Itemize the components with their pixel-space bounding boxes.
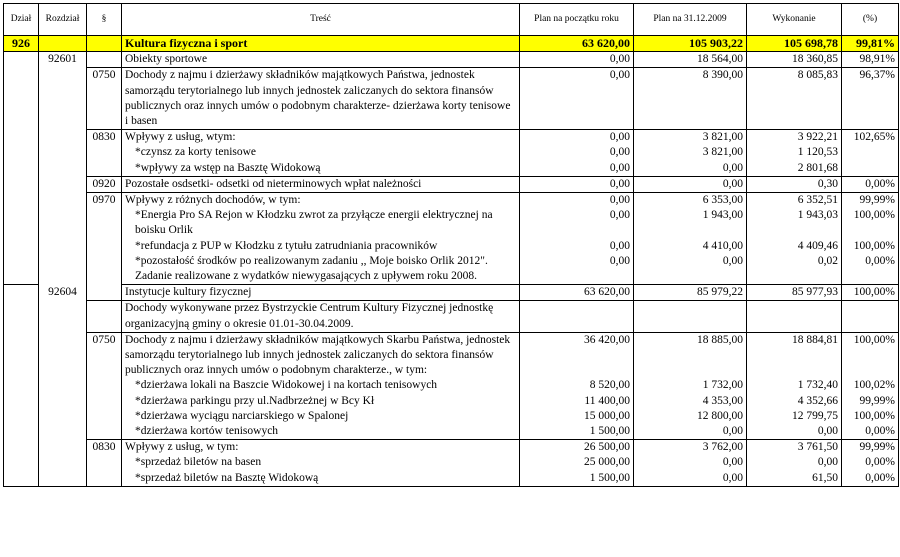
cell-rozdzial xyxy=(39,161,87,177)
detail-text: *refundacja z PUP w Kłodzku z tytułu zatrudniania pracowników xyxy=(135,239,438,252)
cell-rozdzial xyxy=(39,176,87,192)
cell-rozdzial xyxy=(39,471,87,487)
cell-tresc: Wpływy z usług, wtym: xyxy=(122,130,520,146)
cell-procent: 0,00% xyxy=(842,424,899,440)
table-row xyxy=(4,254,899,285)
cell-dzial xyxy=(4,52,39,68)
cell-rozdzial xyxy=(39,409,87,424)
cell-plan-start: 63 620,00 xyxy=(520,285,634,301)
cell-dzial xyxy=(4,193,39,209)
cell-dzial xyxy=(4,394,39,409)
cell-dzial xyxy=(4,285,39,301)
cell-rozdzial xyxy=(39,208,87,238)
header-rozdzial: Rozdział xyxy=(39,4,87,36)
cell-plan-start: 1 500,00 xyxy=(520,424,634,440)
table-row xyxy=(4,208,899,238)
cell-plan-end: 6 353,00 xyxy=(634,193,747,209)
detail-text: *Energia Pro SA Rejon w Kłodzku zwrot za przyłącze energii elektrycznej na boisku Orlik xyxy=(135,209,493,237)
cell-dzial xyxy=(4,130,39,146)
cell-procent: 0,00% xyxy=(842,471,899,487)
cell-wykonanie: 3 922,21 xyxy=(747,130,842,146)
cell-procent: 96,37% xyxy=(842,68,899,130)
table-row xyxy=(4,130,899,146)
cell-dzial: 926 xyxy=(4,36,39,52)
cell-plan-end: 8 390,00 xyxy=(634,68,747,130)
cell-plan-start: 25 000,00 xyxy=(520,455,634,470)
table-row xyxy=(4,161,899,177)
cell-procent xyxy=(842,301,899,332)
cell-tresc: Wpływy z usług, w tym: xyxy=(122,440,520,456)
cell-rozdzial xyxy=(39,130,87,146)
table-header xyxy=(4,4,899,36)
cell-paragraf: 0830 xyxy=(87,130,122,146)
cell-plan-start: 0,00 xyxy=(520,52,634,68)
cell-paragraf xyxy=(87,254,122,285)
cell-dzial xyxy=(4,208,39,238)
cell-plan-start: 0,00 xyxy=(520,130,634,146)
cell-wykonanie: 2 801,68 xyxy=(747,161,842,177)
table-row xyxy=(4,52,899,68)
cell-plan-start: 8 520,00 xyxy=(520,378,634,393)
table-body xyxy=(4,36,899,487)
cell-plan-end: 4 353,00 xyxy=(634,394,747,409)
table-row xyxy=(4,424,899,440)
cell-plan-start: 0,00 xyxy=(520,208,634,238)
cell-rozdzial xyxy=(39,378,87,393)
cell-tresc xyxy=(122,161,520,177)
detail-text: *sprzedaż biletów na basen xyxy=(135,456,262,469)
cell-plan-start: 63 620,00 xyxy=(520,36,634,52)
cell-procent: 0,00% xyxy=(842,254,899,285)
cell-plan-end: 12 800,00 xyxy=(634,409,747,424)
header-wykonanie: Wykonanie xyxy=(747,4,842,36)
cell-plan-start: 26 500,00 xyxy=(520,440,634,456)
table-row xyxy=(4,471,899,487)
cell-paragraf: 0830 xyxy=(87,440,122,456)
cell-tresc xyxy=(122,424,520,440)
cell-rozdzial xyxy=(39,239,87,254)
cell-wykonanie: 6 352,51 xyxy=(747,193,842,209)
cell-dzial xyxy=(4,301,39,332)
header-plan-start: Plan na początku roku xyxy=(520,4,634,36)
cell-rozdzial xyxy=(39,424,87,440)
cell-plan-end: 85 979,22 xyxy=(634,285,747,301)
cell-procent: 100,02% xyxy=(842,378,899,393)
detail-text: *dzierżawa parkingu przy ul.Nadbrzeżnej w Bcy Kł xyxy=(135,394,375,407)
cell-wykonanie: 61,50 xyxy=(747,471,842,487)
cell-plan-end: 0,00 xyxy=(634,176,747,192)
cell-tresc: Dochody z najmu i dzierżawy składników majątkowych Skarbu Państwa, jednostek samorządu terytorialnego lub innych jednostek zaliczanych do sektora finansów publicznych oraz innych umów o podobnym charakterze., w tym: xyxy=(122,332,520,378)
cell-wykonanie: 0,00 xyxy=(747,455,842,470)
cell-paragraf xyxy=(87,378,122,393)
header-procent: (%) xyxy=(842,4,899,36)
cell-tresc xyxy=(122,378,520,393)
cell-plan-start: 0,00 xyxy=(520,68,634,130)
cell-plan-start: 0,00 xyxy=(520,161,634,177)
table-row xyxy=(4,36,899,52)
table-row xyxy=(4,440,899,456)
cell-plan-start: 1 500,00 xyxy=(520,471,634,487)
cell-wykonanie: 12 799,75 xyxy=(747,409,842,424)
table-row xyxy=(4,145,899,160)
cell-plan-end: 4 410,00 xyxy=(634,239,747,254)
cell-wykonanie: 0,30 xyxy=(747,176,842,192)
detail-text: *dzierżawa wyciągu narciarskiego w Spalonej xyxy=(135,409,349,422)
cell-tresc xyxy=(122,239,520,254)
cell-dzial xyxy=(4,161,39,177)
detail-text: *wpływy za wstęp na Basztę Widokową xyxy=(135,161,321,174)
cell-paragraf xyxy=(87,208,122,238)
detail-text: *dzierżawa lokali na Baszcie Widokowej i na kortach tenisowych xyxy=(135,379,438,392)
cell-wykonanie: 4 352,66 xyxy=(747,394,842,409)
cell-paragraf: 0920 xyxy=(87,176,122,192)
table-row xyxy=(4,394,899,409)
cell-wykonanie: 85 977,93 xyxy=(747,285,842,301)
cell-plan-end: 18 885,00 xyxy=(634,332,747,378)
cell-wykonanie: 1 943,03 xyxy=(747,208,842,238)
cell-wykonanie: 18 884,81 xyxy=(747,332,842,378)
cell-dzial xyxy=(4,239,39,254)
table-row xyxy=(4,285,899,301)
cell-tresc xyxy=(122,471,520,487)
table-row xyxy=(4,68,899,130)
cell-paragraf xyxy=(87,239,122,254)
cell-procent: 99,99% xyxy=(842,394,899,409)
cell-tresc xyxy=(122,145,520,160)
table-row xyxy=(4,378,899,393)
table-row xyxy=(4,455,899,470)
cell-wykonanie: 105 698,78 xyxy=(747,36,842,52)
cell-rozdzial xyxy=(39,254,87,285)
cell-rozdzial xyxy=(39,301,87,332)
cell-plan-start: 0,00 xyxy=(520,193,634,209)
cell-plan-end: 3 821,00 xyxy=(634,130,747,146)
cell-plan-start: 0,00 xyxy=(520,176,634,192)
cell-tresc: Pozostałe osdsetki- odsetki od nieterminowych wpłat należności xyxy=(122,176,520,192)
cell-plan-end: 105 903,22 xyxy=(634,36,747,52)
cell-wykonanie: 1 732,40 xyxy=(747,378,842,393)
cell-procent: 0,00% xyxy=(842,455,899,470)
cell-dzial xyxy=(4,145,39,160)
cell-plan-start: 0,00 xyxy=(520,254,634,285)
cell-procent: 99,99% xyxy=(842,193,899,209)
cell-procent: 0,00% xyxy=(842,176,899,192)
cell-plan-end xyxy=(634,301,747,332)
cell-plan-start: 36 420,00 xyxy=(520,332,634,378)
table-row xyxy=(4,193,899,209)
cell-paragraf xyxy=(87,409,122,424)
cell-wykonanie: 3 761,50 xyxy=(747,440,842,456)
cell-procent xyxy=(842,161,899,177)
table-row xyxy=(4,409,899,424)
cell-paragraf xyxy=(87,394,122,409)
cell-paragraf xyxy=(87,455,122,470)
cell-rozdzial: 92604 xyxy=(39,285,87,301)
header-dzial: Dział xyxy=(4,4,39,36)
cell-dzial xyxy=(4,440,39,456)
cell-paragraf: 0750 xyxy=(87,68,122,130)
cell-procent: 98,91% xyxy=(842,52,899,68)
table-row xyxy=(4,332,899,378)
cell-plan-end: 0,00 xyxy=(634,424,747,440)
cell-plan-end: 1 943,00 xyxy=(634,208,747,238)
cell-dzial xyxy=(4,455,39,470)
cell-plan-end: 0,00 xyxy=(634,161,747,177)
cell-tresc: Instytucje kultury fizycznej xyxy=(122,285,520,301)
cell-rozdzial xyxy=(39,68,87,130)
cell-wykonanie: 8 085,83 xyxy=(747,68,842,130)
cell-procent: 100,00% xyxy=(842,285,899,301)
cell-dzial xyxy=(4,424,39,440)
cell-wykonanie: 1 120,53 xyxy=(747,145,842,160)
cell-plan-end: 0,00 xyxy=(634,254,747,285)
cell-rozdzial xyxy=(39,440,87,456)
cell-wykonanie: 18 360,85 xyxy=(747,52,842,68)
cell-paragraf: 0970 xyxy=(87,193,122,209)
cell-rozdzial xyxy=(39,193,87,209)
cell-plan-start: 11 400,00 xyxy=(520,394,634,409)
cell-paragraf xyxy=(87,36,122,52)
cell-tresc: Dochody wykonywane przez Bystrzyckie Centrum Kultury Fizycznej jednostkę organizacyjną gminy o okresie 01.01-30.04.2009. xyxy=(122,301,520,332)
cell-plan-start: 0,00 xyxy=(520,145,634,160)
cell-dzial xyxy=(4,68,39,130)
cell-plan-start xyxy=(520,301,634,332)
cell-wykonanie: 0,02 xyxy=(747,254,842,285)
cell-plan-end: 0,00 xyxy=(634,471,747,487)
header-plan-end: Plan na 31.12.2009 xyxy=(634,4,747,36)
cell-procent: 100,00% xyxy=(842,208,899,238)
cell-tresc: Obiekty sportowe xyxy=(122,52,520,68)
cell-tresc: Wpływy z różnych dochodów, w tym: xyxy=(122,193,520,209)
cell-paragraf xyxy=(87,161,122,177)
header-tresc: Treść xyxy=(122,4,520,36)
header-paragraf: § xyxy=(87,4,122,36)
cell-plan-end: 1 732,00 xyxy=(634,378,747,393)
cell-rozdzial: 92601 xyxy=(39,52,87,68)
cell-dzial xyxy=(4,176,39,192)
cell-procent: 102,65% xyxy=(842,130,899,146)
cell-procent: 100,00% xyxy=(842,239,899,254)
cell-paragraf xyxy=(87,424,122,440)
cell-procent: 99,81% xyxy=(842,36,899,52)
cell-tresc xyxy=(122,208,520,238)
cell-dzial xyxy=(4,409,39,424)
cell-paragraf xyxy=(87,471,122,487)
cell-tresc: Dochody z najmu i dzierżawy składników majątkowych Państwa, jednostek samorządu terytorialnego lub innych jednostek zaliczanych do sektora finansów publicznych oraz innych umów o podobnym charakterze- dzierżawa korty tenisowe i basen xyxy=(122,68,520,130)
table-row xyxy=(4,239,899,254)
cell-wykonanie: 0,00 xyxy=(747,424,842,440)
cell-plan-end: 0,00 xyxy=(634,455,747,470)
cell-paragraf xyxy=(87,145,122,160)
cell-rozdzial xyxy=(39,394,87,409)
cell-paragraf xyxy=(87,52,122,68)
cell-plan-end: 3 821,00 xyxy=(634,145,747,160)
cell-tresc xyxy=(122,254,520,285)
cell-rozdzial xyxy=(39,36,87,52)
table-row xyxy=(4,301,899,332)
cell-dzial xyxy=(4,471,39,487)
cell-procent: 100,00% xyxy=(842,332,899,378)
cell-wykonanie: 4 409,46 xyxy=(747,239,842,254)
cell-dzial xyxy=(4,378,39,393)
cell-paragraf: 0750 xyxy=(87,332,122,378)
detail-text: *sprzedaż biletów na Basztę Widokową xyxy=(135,471,319,484)
detail-text: *pozostałość środków po realizowanym zadaniu ,, Moje boisko Orlik 2012". Zadanie realizowane z wydatków niewygasających z upływem roku 2008. xyxy=(135,254,488,283)
cell-procent: 100,00% xyxy=(842,409,899,424)
cell-tresc xyxy=(122,394,520,409)
cell-dzial xyxy=(4,254,39,285)
cell-plan-start: 0,00 xyxy=(520,239,634,254)
cell-plan-end: 3 762,00 xyxy=(634,440,747,456)
detail-text: *dzierżawa kortów tenisowych xyxy=(135,425,279,438)
detail-text: *czynsz za korty tenisowe xyxy=(135,146,257,159)
cell-paragraf xyxy=(87,285,122,301)
budget-table xyxy=(3,3,899,487)
cell-plan-end: 18 564,00 xyxy=(634,52,747,68)
cell-rozdzial xyxy=(39,332,87,378)
cell-procent xyxy=(842,145,899,160)
cell-paragraf xyxy=(87,301,122,332)
cell-tresc xyxy=(122,455,520,470)
cell-tresc: Kultura fizyczna i sport xyxy=(122,36,520,52)
cell-rozdzial xyxy=(39,145,87,160)
cell-plan-start: 15 000,00 xyxy=(520,409,634,424)
cell-tresc xyxy=(122,409,520,424)
cell-wykonanie xyxy=(747,301,842,332)
cell-dzial xyxy=(4,332,39,378)
cell-procent: 99,99% xyxy=(842,440,899,456)
cell-rozdzial xyxy=(39,455,87,470)
table-row xyxy=(4,176,899,192)
